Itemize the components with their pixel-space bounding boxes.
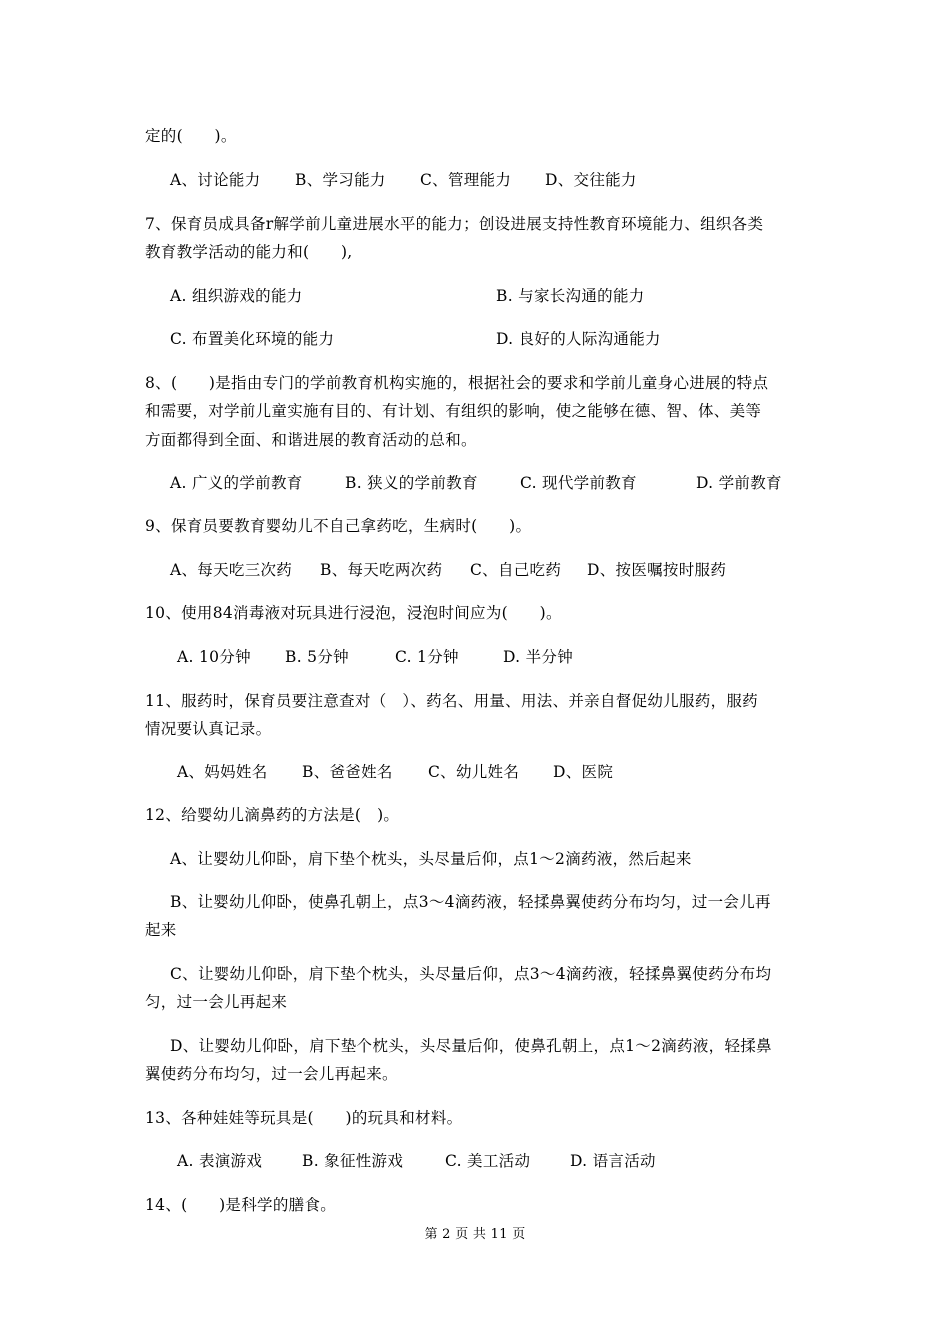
option-d-cont: 翼使药分布均匀，过一会儿再起来。 <box>145 1065 398 1083</box>
option-b: B、每天吃两次药 <box>320 561 443 579</box>
option-b: B、学习能力 <box>295 171 386 189</box>
question-text: 和需要，对学前儿童实施有目的、有计划、有组织的影响，使之能够在德、智、体、美等 <box>145 402 762 420</box>
question-14: 14、( )是科学的膳食。 <box>145 1196 337 1214</box>
option-b: B. 狭义的学前教育 <box>345 474 478 492</box>
option-b-cont: 起来 <box>145 921 177 939</box>
option-c: C. 现代学前教育 <box>520 474 637 492</box>
question-text: 9、保育员要教育婴幼儿不自己拿药吃，生病时( )。 <box>145 517 532 535</box>
question-text: 方面都得到全面、和谐进展的教育活动的总和。 <box>145 431 477 449</box>
option-c: C、让婴幼儿仰卧，肩下垫个枕头，头尽量后仰，点3～4滴药液，轻揉鼻翼使药分布均 <box>170 965 772 983</box>
option-d: D. 语言活动 <box>570 1152 656 1170</box>
option-b: B. 象征性游戏 <box>302 1152 404 1170</box>
option-a: A、妈妈姓名 <box>177 763 268 781</box>
option-a: A. 广义的学前教育 <box>170 474 303 492</box>
option-d: D. 半分钟 <box>503 648 574 666</box>
option-a: A、每天吃三次药 <box>170 561 293 579</box>
option-d: D. 学前教育 <box>696 474 782 492</box>
option-c: C. 美工活动 <box>445 1152 531 1170</box>
option-a: A、让婴幼儿仰卧，肩下垫个枕头，头尽量后仰，点1～2滴药液，然后起来 <box>170 850 692 868</box>
option-b: B. 与家长沟通的能力 <box>496 287 645 305</box>
option-c: C、幼儿姓名 <box>428 763 520 781</box>
option-a: A. 组织游戏的能力 <box>170 287 303 305</box>
question-text: 13、各种娃娃等玩具是( )的玩具和材料。 <box>145 1109 463 1127</box>
option-c: C、自己吃药 <box>470 561 562 579</box>
option-b: B、让婴幼儿仰卧，使鼻孔朝上，点3～4滴药液，轻揉鼻翼使药分布均匀，过一会儿再 <box>170 893 771 911</box>
option-c-cont: 匀，过一会儿再起来 <box>145 993 288 1011</box>
option-d: D、让婴幼儿仰卧，肩下垫个枕头，头尽量后仰，使鼻孔朝上，点1～2滴药液，轻揉鼻 <box>170 1037 772 1055</box>
text-line: 定的( )。 <box>145 127 237 145</box>
question-text: 7、保育员成具备r解学前儿童进展水平的能力；创设进展支持性教育环境能力、组织各类 <box>145 215 764 233</box>
option-b: B、爸爸姓名 <box>302 763 393 781</box>
option-a: A. 表演游戏 <box>177 1152 263 1170</box>
option-b: B. 5分钟 <box>285 648 349 666</box>
option-c: C、管理能力 <box>420 171 512 189</box>
question-text: 11、服药时，保育员要注意查对（ ）、药名、用量、用法、并亲自督促幼儿服药，服药 <box>145 692 758 710</box>
question-text: 10、使用84消毒液对玩具进行浸泡，浸泡时间应为( )。 <box>145 604 562 622</box>
question-text: 教育教学活动的能力和( ), <box>145 243 353 261</box>
option-a: A. 10分钟 <box>177 648 251 666</box>
option-d: D、按医嘱按时服药 <box>587 561 727 579</box>
option-d: D、医院 <box>553 763 614 781</box>
option-c: C. 布置美化环境的能力 <box>170 330 335 348</box>
question-text: 情况要认真记录。 <box>145 720 272 738</box>
option-c: C. 1分钟 <box>395 648 459 666</box>
page-footer: 第 2 页 共 11 页 <box>424 1227 526 1242</box>
option-d: D、交往能力 <box>545 171 637 189</box>
question-text: 8、( )是指由专门的学前教育机构实施的，根据社会的要求和学前儿童身心进展的特点 <box>145 374 769 392</box>
option-d: D. 良好的人际沟通能力 <box>496 330 661 348</box>
option-a: A、讨论能力 <box>170 171 261 189</box>
question-text: 12、给婴幼儿滴鼻药的方法是( )。 <box>145 806 400 824</box>
